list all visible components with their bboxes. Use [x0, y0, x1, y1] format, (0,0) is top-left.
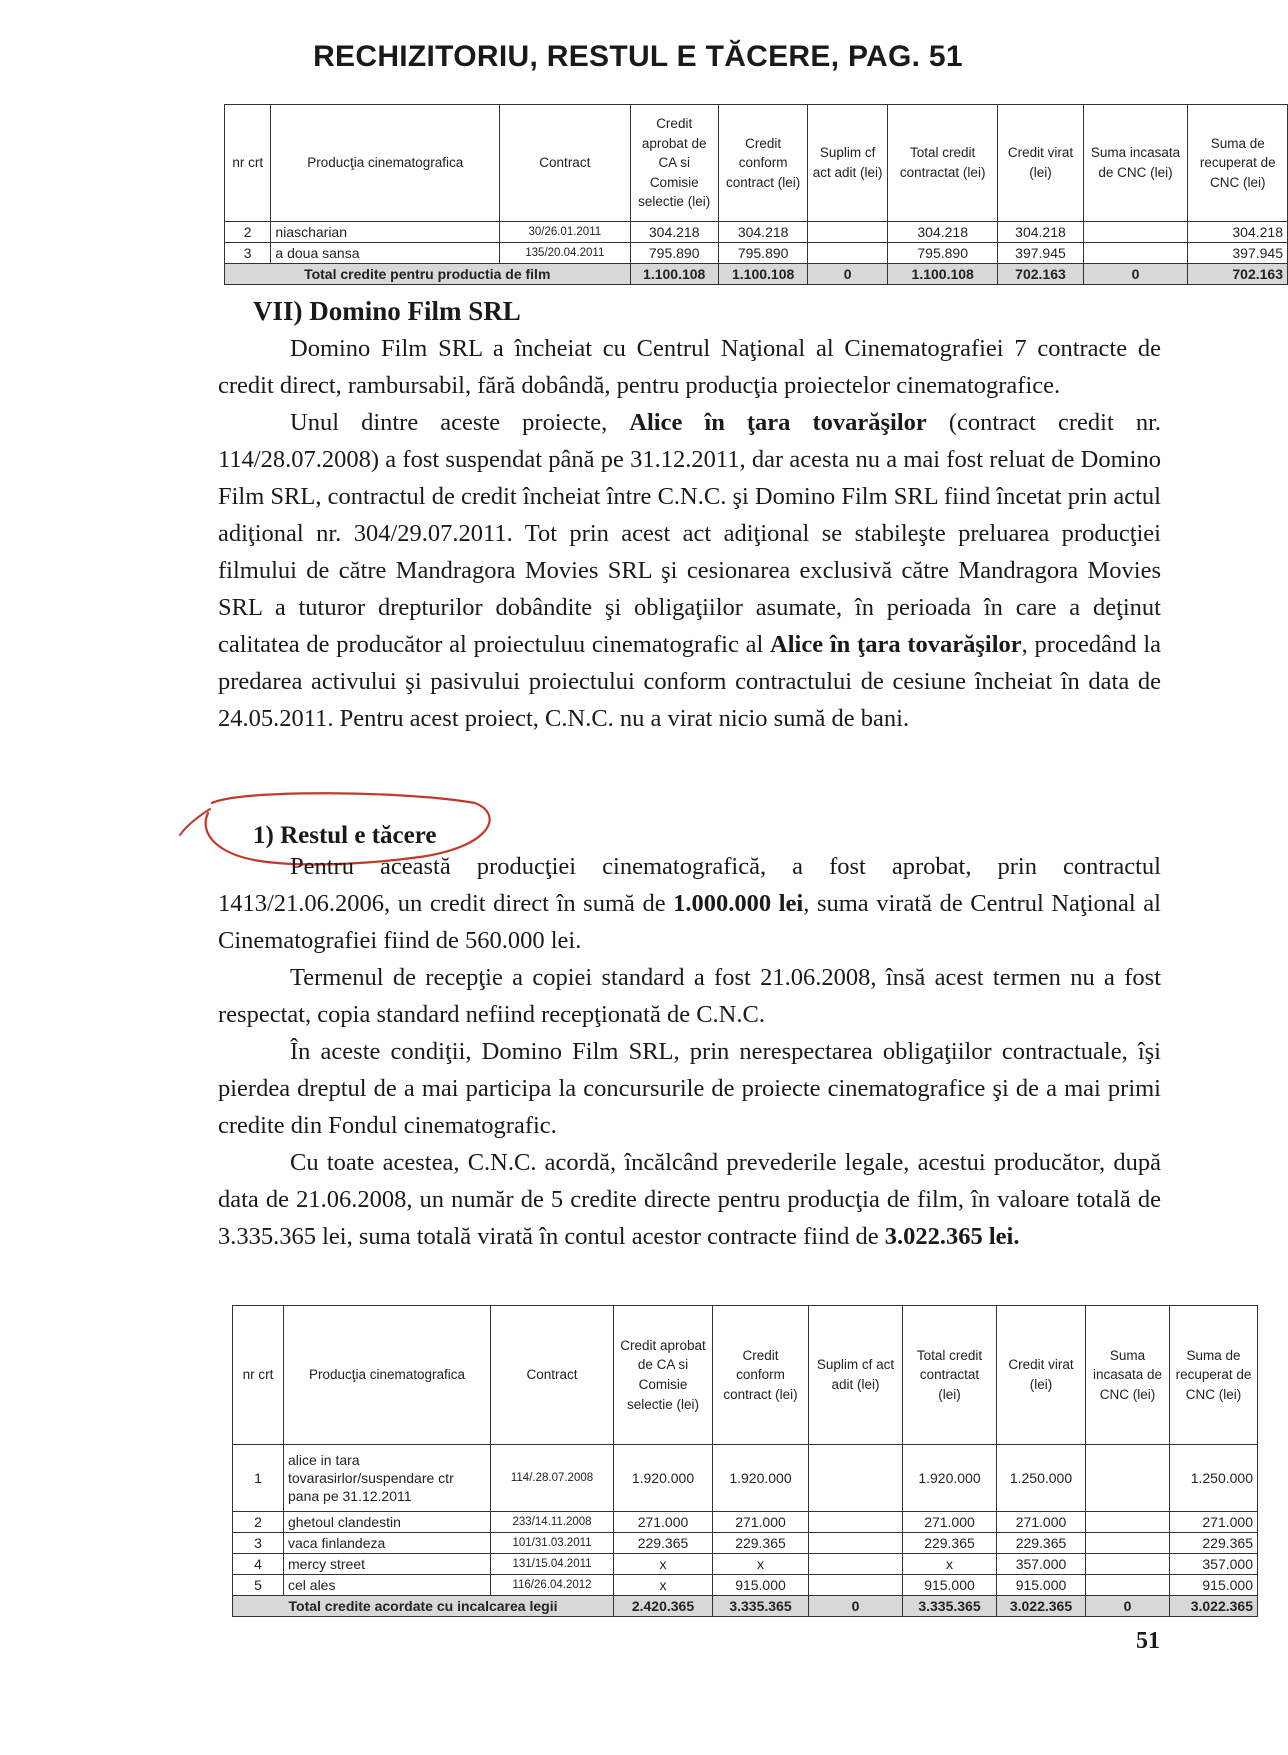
header-suplim: Suplim cf act adit (lei) — [808, 105, 888, 222]
header-credit-virat: Credit virat (lei) — [997, 1306, 1086, 1445]
header-productie: Producţia cinematografica — [284, 1306, 491, 1445]
header-suma-recuperat: Suma de recuperat de CNC (lei) — [1170, 1306, 1258, 1445]
text-run: (contract credit nr. 114/28.07.2008) a fost suspendat până pe 31.12.2011, dar acesta nu a mai fost reluat de Domino Film SRL, contractul de credit încheiat între C.N.C. şi Domino Film SRL fiind încetat prin actul adiţional nr. 304/29.07.2011. Tot prin acest act adiţional se stabileşte preluarea producţiei filmului de către Mandragora Movies SRL şi cesionarea exclusivă către Mandragora Movies SRL a tuturor drepturilor dobândite şi obligaţiilor asumate, în perioada în care a deţinut calitatea de producător al proiectuluu cinematografic al — [218, 409, 1161, 658]
total-suplim: 0 — [808, 264, 888, 285]
cell-suma-recuperat: 229.365 — [1170, 1533, 1258, 1554]
cell-credit-virat: 397.945 — [998, 243, 1083, 264]
total-suplim: 0 — [809, 1596, 903, 1617]
film-title: Alice în ţara tovarăşilor — [629, 409, 927, 436]
cell-credit-aprobat: 304.218 — [630, 222, 718, 243]
table-row — [233, 1445, 1258, 1512]
cell-nr: 4 — [233, 1554, 284, 1575]
cell-suma-incasata — [1086, 1533, 1170, 1554]
cell-contract: 116/26.04.2012 — [491, 1575, 614, 1596]
cell-suma-recuperat: 1.250.000 — [1170, 1445, 1258, 1512]
cell-suplim — [808, 222, 888, 243]
cell-credit-aprobat: 229.365 — [614, 1533, 713, 1554]
cell-suma-recuperat: 397.945 — [1188, 243, 1288, 264]
cell-suma-recuperat: 304.218 — [1188, 222, 1288, 243]
page-title: RECHIZITORIU, RESTUL E TĂCERE, PAG. 51 — [313, 40, 963, 73]
paragraph: Termenul de recepţie a copiei standard a fost 21.06.2008, însă acest termen nu a fost respectat, copia standard nefiind recepţionată de C.N.C. — [218, 964, 1161, 1028]
cell-suplim — [809, 1512, 903, 1533]
cell-nr: 2 — [225, 222, 271, 243]
header-contract: Contract — [500, 105, 630, 222]
cell-suma-incasata — [1086, 1445, 1170, 1512]
cell-credit-conform: 915.000 — [713, 1575, 809, 1596]
cell-suma-recuperat: 357.000 — [1170, 1554, 1258, 1575]
cell-contract: 233/14.11.2008 — [491, 1512, 614, 1533]
total-label: Total credite pentru productia de film — [225, 264, 631, 285]
table-row — [233, 1533, 1258, 1554]
cell-contract: 114/.28.07.2008 — [491, 1445, 614, 1512]
header-nr: nr crt — [225, 105, 271, 222]
total-suma-incasata: 0 — [1086, 1596, 1170, 1617]
credits-table-1 — [224, 104, 1288, 285]
amount: 3.022.365 lei. — [884, 1223, 1020, 1250]
total-credit-virat: 702.163 — [998, 264, 1083, 285]
credits-table-2 — [232, 1305, 1258, 1617]
film-title: Alice în ţara tovarăşilor — [770, 631, 1022, 658]
cell-credit-conform: 795.890 — [718, 243, 808, 264]
table-row — [233, 1512, 1258, 1533]
cell-productie: alice in tara tovarasirlor/suspendare ctr pana pe 31.12.2011 — [284, 1445, 491, 1512]
cell-credit-conform: 1.920.000 — [713, 1445, 809, 1512]
cell-total-credit: 229.365 — [903, 1533, 997, 1554]
total-credit-aprobat: 1.100.108 — [630, 264, 718, 285]
total-credit-virat: 3.022.365 — [997, 1596, 1086, 1617]
cell-suplim — [809, 1575, 903, 1596]
cell-productie: ghetoul clandestin — [284, 1512, 491, 1533]
cell-credit-virat: 1.250.000 — [997, 1445, 1086, 1512]
cell-credit-aprobat: 795.890 — [630, 243, 718, 264]
paragraph: În aceste condiţii, Domino Film SRL, prin nerespectarea obligaţiilor contractuale, îşi pierdea dreptul de a mai participa la concursurile de proiecte cinematografice şi de a mai primi credite din Fondul cinematografic. — [218, 1038, 1161, 1139]
cell-nr: 2 — [233, 1512, 284, 1533]
cell-contract: 101/31.03.2011 — [491, 1533, 614, 1554]
text-run: , suma virată de Centrul Naţional al Cinematografiei fiind de 560.000 lei. — [218, 890, 1161, 954]
text-run: Unul dintre aceste proiecte, — [290, 409, 630, 436]
header-credit-aprobat: Credit aprobat de CA si Comisie selectie (lei) — [614, 1306, 713, 1445]
cell-total-credit: 915.000 — [903, 1575, 997, 1596]
header-nr: nr crt — [233, 1306, 284, 1445]
header-credit-aprobat: Credit aprobat de CA si Comisie selectie (lei) — [630, 105, 718, 222]
cell-productie: vaca finlandeza — [284, 1533, 491, 1554]
cell-credit-virat: 229.365 — [997, 1533, 1086, 1554]
page-number: 51 — [1136, 1628, 1160, 1654]
cell-productie: niascharian — [271, 222, 500, 243]
section-heading: VII) Domino Film SRL — [253, 296, 521, 326]
total-total-credit: 3.335.365 — [903, 1596, 997, 1617]
paragraph — [218, 404, 1161, 737]
total-total-credit: 1.100.108 — [887, 264, 997, 285]
text-run: Pentru această producţiei cinematografică, a fost aprobat, prin contractul 1413/21.06.2006, un credit direct în sumă de — [218, 853, 1161, 917]
cell-credit-aprobat: 271.000 — [614, 1512, 713, 1533]
cell-credit-aprobat: x — [614, 1554, 713, 1575]
header-total-credit: Total credit contractat (lei) — [903, 1306, 997, 1445]
cell-suma-incasata — [1083, 243, 1188, 264]
total-suma-recuperat: 702.163 — [1188, 264, 1288, 285]
amount: 1.000.000 lei — [673, 890, 804, 917]
table-row — [225, 243, 1288, 264]
cell-suplim — [808, 243, 888, 264]
total-credit-aprobat: 2.420.365 — [614, 1596, 713, 1617]
cell-total-credit: x — [903, 1554, 997, 1575]
table-row — [233, 1575, 1258, 1596]
cell-credit-conform: x — [713, 1554, 809, 1575]
cell-suma-incasata — [1086, 1575, 1170, 1596]
cell-credit-virat: 304.218 — [998, 222, 1083, 243]
cell-credit-aprobat: 1.920.000 — [614, 1445, 713, 1512]
cell-suma-incasata — [1086, 1512, 1170, 1533]
cell-nr: 3 — [225, 243, 271, 264]
total-row — [225, 264, 1288, 285]
total-row — [233, 1596, 1258, 1617]
cell-suplim — [809, 1533, 903, 1554]
header-suma-incasata: Suma incasata de CNC (lei) — [1086, 1306, 1170, 1445]
cell-credit-virat: 915.000 — [997, 1575, 1086, 1596]
cell-suma-recuperat: 915.000 — [1170, 1575, 1258, 1596]
cell-contract: 131/15.04.2011 — [491, 1554, 614, 1575]
header-credit-conform: Credit conform contract (lei) — [718, 105, 808, 222]
cell-total-credit: 304.218 — [887, 222, 997, 243]
total-credit-conform: 3.335.365 — [713, 1596, 809, 1617]
header-suma-recuperat: Suma de recuperat de CNC (lei) — [1188, 105, 1288, 222]
total-credit-conform: 1.100.108 — [718, 264, 808, 285]
cell-credit-conform: 304.218 — [718, 222, 808, 243]
header-credit-virat: Credit virat (lei) — [998, 105, 1083, 222]
header-productie: Producţia cinematografica — [271, 105, 500, 222]
paragraph — [218, 848, 1161, 959]
header-suma-incasata: Suma incasata de CNC (lei) — [1083, 105, 1188, 222]
cell-suplim — [809, 1445, 903, 1512]
cell-productie: cel ales — [284, 1575, 491, 1596]
paragraph — [218, 1144, 1161, 1255]
cell-suplim — [809, 1554, 903, 1575]
total-suma-recuperat: 3.022.365 — [1170, 1596, 1258, 1617]
table-header-row — [233, 1306, 1258, 1445]
cell-total-credit: 271.000 — [903, 1512, 997, 1533]
cell-productie: mercy street — [284, 1554, 491, 1575]
cell-suma-recuperat: 271.000 — [1170, 1512, 1258, 1533]
cell-total-credit: 1.920.000 — [903, 1445, 997, 1512]
total-suma-incasata: 0 — [1083, 264, 1188, 285]
cell-contract: 135/20.04.2011 — [500, 243, 630, 264]
cell-credit-conform: 271.000 — [713, 1512, 809, 1533]
cell-credit-aprobat: x — [614, 1575, 713, 1596]
total-label: Total credite acordate cu incalcarea legii — [233, 1596, 614, 1617]
header-contract: Contract — [491, 1306, 614, 1445]
subsection-heading: 1) Restul e tăcere — [253, 822, 437, 849]
header-suplim: Suplim cf act adit (lei) — [809, 1306, 903, 1445]
header-credit-conform: Credit conform contract (lei) — [713, 1306, 809, 1445]
cell-nr: 5 — [233, 1575, 284, 1596]
body-text-2 — [218, 848, 1161, 1255]
cell-credit-virat: 357.000 — [997, 1554, 1086, 1575]
cell-nr: 3 — [233, 1533, 284, 1554]
cell-suma-incasata — [1086, 1554, 1170, 1575]
cell-credit-virat: 271.000 — [997, 1512, 1086, 1533]
cell-productie: a doua sansa — [271, 243, 500, 264]
table-row — [225, 222, 1288, 243]
paragraph: Domino Film SRL a încheiat cu Centrul Naţional al Cinematografiei 7 contracte de credit direct, rambursabil, fără dobândă, pentru producţia proiectelor cinematografice. — [218, 335, 1161, 399]
cell-total-credit: 795.890 — [887, 243, 997, 264]
cell-contract: 30/26.01.2011 — [500, 222, 630, 243]
text-run: , procedând la predarea activului şi pasivului proiectului conform contractului de cesiune încheiat în data de 24.05.2011. Pentru acest proiect, C.N.C. nu a virat nicio sumă de bani. — [218, 631, 1161, 732]
cell-suma-incasata — [1083, 222, 1188, 243]
table-header-row — [225, 105, 1288, 222]
text-run: Cu toate acestea, C.N.C. acordă, încălcând prevederile legale, acestui producător, după data de 21.06.2008, un număr de 5 credite directe pentru producţia de film, în valoare totală de 3.335.365 lei, suma totală virată în contul acestor contracte fiind de — [218, 1149, 1161, 1250]
body-text-1 — [218, 330, 1161, 737]
table-row — [233, 1554, 1258, 1575]
header-total-credit: Total credit contractat (lei) — [887, 105, 997, 222]
cell-nr: 1 — [233, 1445, 284, 1512]
cell-credit-conform: 229.365 — [713, 1533, 809, 1554]
